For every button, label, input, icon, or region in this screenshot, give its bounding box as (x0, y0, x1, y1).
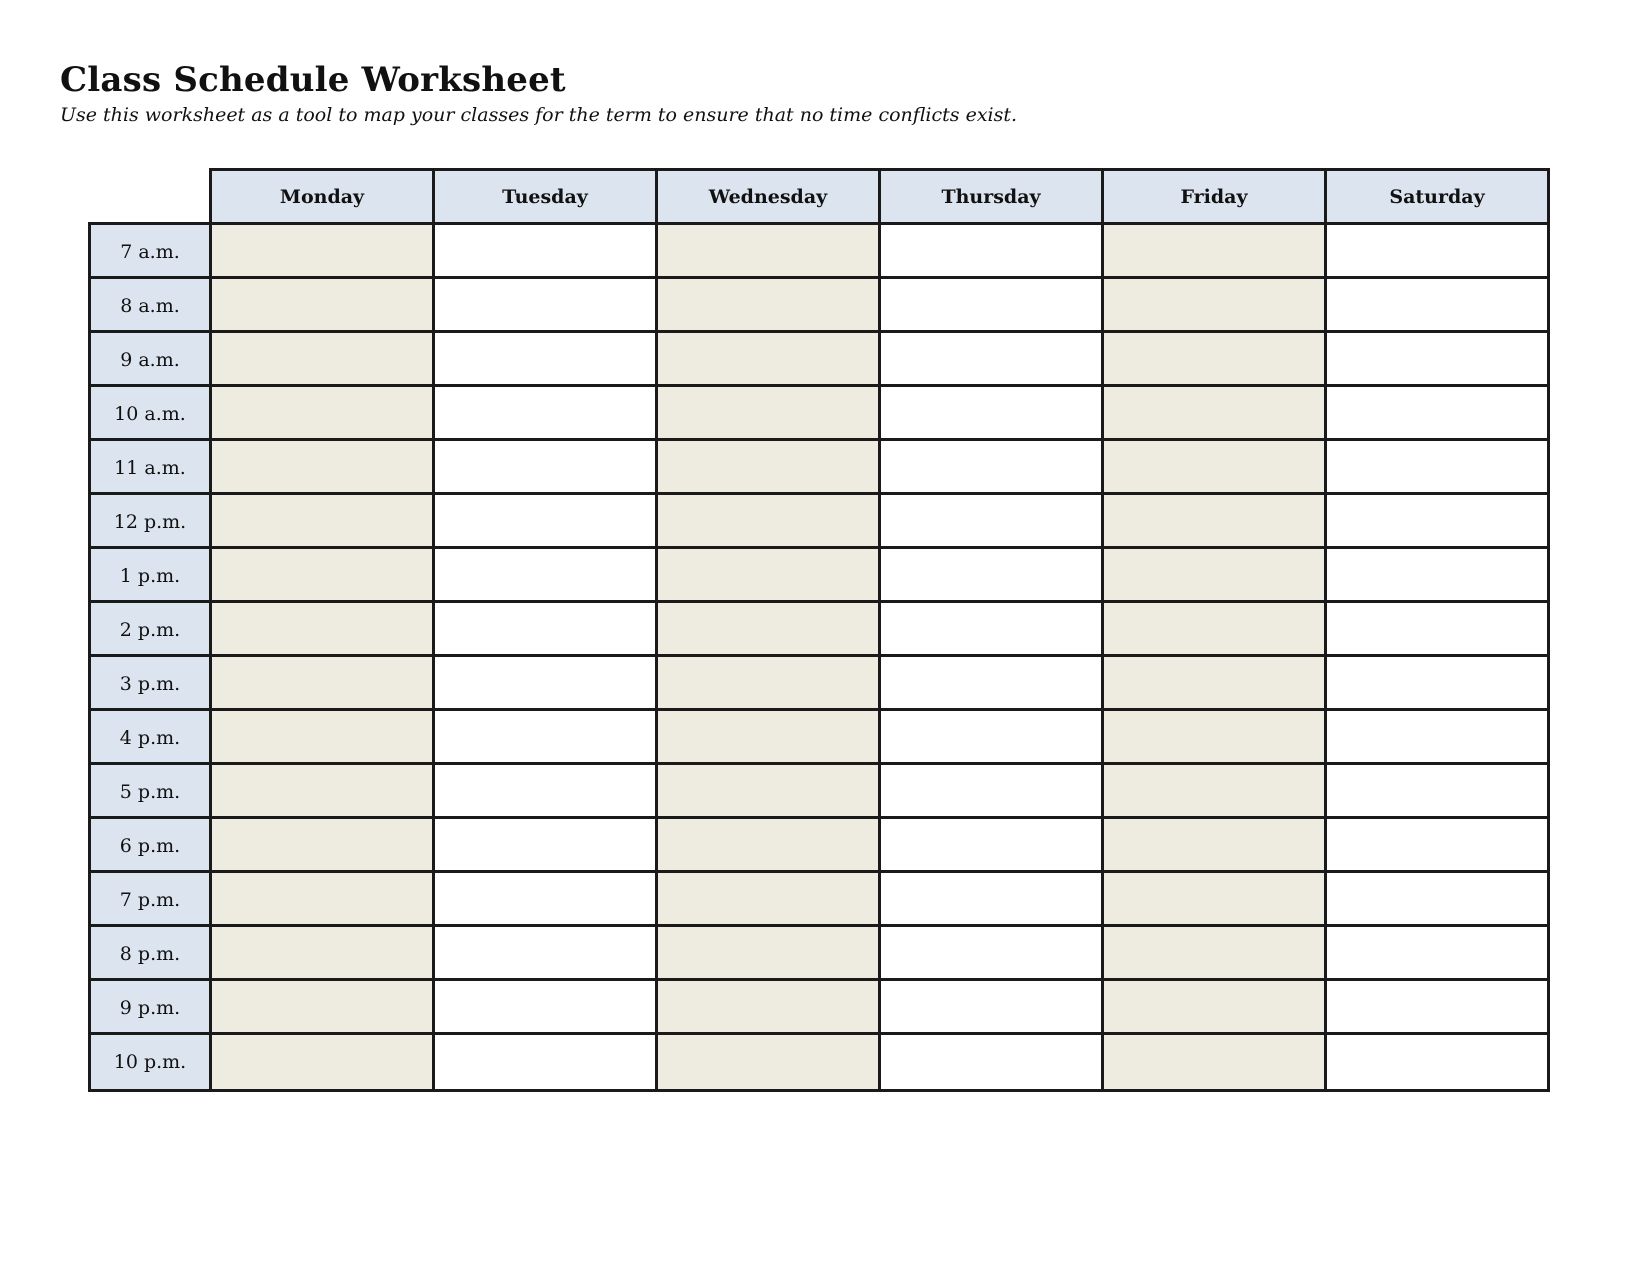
time-label: 6 p.m. (88, 816, 212, 876)
schedule-cell-monday[interactable] (209, 654, 435, 714)
schedule-cell-tuesday[interactable] (432, 438, 658, 498)
schedule-cell-wednesday[interactable] (655, 276, 881, 336)
schedule-cell-monday[interactable] (209, 222, 435, 282)
schedule-cell-thursday[interactable] (878, 222, 1104, 282)
day-header-monday: Monday (209, 168, 435, 225)
schedule-cell-monday[interactable] (209, 1032, 435, 1092)
schedule-cell-friday[interactable] (1101, 330, 1327, 390)
schedule-cell-tuesday[interactable] (432, 1032, 658, 1092)
schedule-cell-wednesday[interactable] (655, 384, 881, 444)
schedule-cell-monday[interactable] (209, 870, 435, 930)
schedule-cell-monday[interactable] (209, 978, 435, 1038)
schedule-cell-friday[interactable] (1101, 762, 1327, 822)
schedule-cell-thursday[interactable] (878, 384, 1104, 444)
page-title: Class Schedule Worksheet (60, 60, 566, 100)
schedule-cell-saturday[interactable] (1324, 222, 1550, 282)
schedule-cell-wednesday[interactable] (655, 816, 881, 876)
schedule-cell-thursday[interactable] (878, 924, 1104, 984)
time-label: 1 p.m. (88, 546, 212, 606)
schedule-cell-saturday[interactable] (1324, 384, 1550, 444)
schedule-cell-thursday[interactable] (878, 492, 1104, 552)
day-header-saturday: Saturday (1324, 168, 1550, 225)
schedule-cell-monday[interactable] (209, 492, 435, 552)
time-label: 2 p.m. (88, 600, 212, 660)
time-label: 8 a.m. (88, 276, 212, 336)
schedule-cell-tuesday[interactable] (432, 492, 658, 552)
schedule-cell-tuesday[interactable] (432, 978, 658, 1038)
schedule-cell-friday[interactable] (1101, 222, 1327, 282)
schedule-cell-wednesday[interactable] (655, 708, 881, 768)
schedule-cell-saturday[interactable] (1324, 546, 1550, 606)
schedule-cell-saturday[interactable] (1324, 600, 1550, 660)
schedule-cell-friday[interactable] (1101, 816, 1327, 876)
time-label: 4 p.m. (88, 708, 212, 768)
schedule-cell-thursday[interactable] (878, 546, 1104, 606)
schedule-cell-friday[interactable] (1101, 546, 1327, 606)
schedule-cell-monday[interactable] (209, 600, 435, 660)
schedule-cell-wednesday[interactable] (655, 978, 881, 1038)
schedule-cell-monday[interactable] (209, 438, 435, 498)
time-label: 10 p.m. (88, 1032, 212, 1092)
schedule-cell-saturday[interactable] (1324, 816, 1550, 876)
schedule-cell-tuesday[interactable] (432, 654, 658, 714)
schedule-cell-wednesday[interactable] (655, 1032, 881, 1092)
schedule-cell-tuesday[interactable] (432, 384, 658, 444)
schedule-cell-wednesday[interactable] (655, 924, 881, 984)
schedule-cell-wednesday[interactable] (655, 600, 881, 660)
schedule-cell-friday[interactable] (1101, 438, 1327, 498)
time-label: 7 p.m. (88, 870, 212, 930)
schedule-cell-saturday[interactable] (1324, 438, 1550, 498)
schedule-cell-wednesday[interactable] (655, 762, 881, 822)
time-label: 8 p.m. (88, 924, 212, 984)
schedule-cell-monday[interactable] (209, 762, 435, 822)
schedule-cell-thursday[interactable] (878, 870, 1104, 930)
time-label: 9 a.m. (88, 330, 212, 390)
schedule-cell-wednesday[interactable] (655, 330, 881, 390)
schedule-cell-saturday[interactable] (1324, 924, 1550, 984)
time-label: 12 p.m. (88, 492, 212, 552)
schedule-cell-friday[interactable] (1101, 654, 1327, 714)
schedule-cell-friday[interactable] (1101, 978, 1327, 1038)
schedule-cell-thursday[interactable] (878, 762, 1104, 822)
schedule-cell-thursday[interactable] (878, 816, 1104, 876)
schedule-cell-friday[interactable] (1101, 492, 1327, 552)
schedule-cell-saturday[interactable] (1324, 654, 1550, 714)
schedule-cell-thursday[interactable] (878, 276, 1104, 336)
schedule-cell-monday[interactable] (209, 708, 435, 768)
time-label: 11 a.m. (88, 438, 212, 498)
schedule-cell-monday[interactable] (209, 384, 435, 444)
schedule-cell-thursday[interactable] (878, 600, 1104, 660)
schedule-cell-tuesday[interactable] (432, 816, 658, 876)
schedule-cell-thursday[interactable] (878, 1032, 1104, 1092)
page-subtitle: Use this worksheet as a tool to map your classes for the term to ensure that no time conflicts exist. (60, 104, 1018, 126)
schedule-cell-monday[interactable] (209, 924, 435, 984)
schedule-cell-tuesday[interactable] (432, 276, 658, 336)
schedule-cell-wednesday[interactable] (655, 438, 881, 498)
schedule-cell-saturday[interactable] (1324, 978, 1550, 1038)
schedule-cell-friday[interactable] (1101, 1032, 1327, 1092)
schedule-cell-saturday[interactable] (1324, 1032, 1550, 1092)
schedule-cell-wednesday[interactable] (655, 870, 881, 930)
schedule-cell-tuesday[interactable] (432, 924, 658, 984)
schedule-cell-thursday[interactable] (878, 438, 1104, 498)
schedule-cell-saturday[interactable] (1324, 708, 1550, 768)
schedule-cell-thursday[interactable] (878, 978, 1104, 1038)
schedule-cell-monday[interactable] (209, 546, 435, 606)
schedule-cell-tuesday[interactable] (432, 708, 658, 768)
time-label: 5 p.m. (88, 762, 212, 822)
schedule-cell-tuesday[interactable] (432, 600, 658, 660)
schedule-cell-thursday[interactable] (878, 330, 1104, 390)
day-header-thursday: Thursday (878, 168, 1104, 225)
time-label: 9 p.m. (88, 978, 212, 1038)
schedule-cell-tuesday[interactable] (432, 330, 658, 390)
schedule-cell-friday[interactable] (1101, 924, 1327, 984)
schedule-cell-monday[interactable] (209, 816, 435, 876)
schedule-cell-thursday[interactable] (878, 708, 1104, 768)
schedule-cell-saturday[interactable] (1324, 330, 1550, 390)
schedule-cell-wednesday[interactable] (655, 654, 881, 714)
schedule-cell-tuesday[interactable] (432, 870, 658, 930)
day-header-friday: Friday (1101, 168, 1327, 225)
schedule-cell-saturday[interactable] (1324, 276, 1550, 336)
schedule-cell-saturday[interactable] (1324, 870, 1550, 930)
schedule-cell-tuesday[interactable] (432, 546, 658, 606)
schedule-cell-friday[interactable] (1101, 276, 1327, 336)
schedule-cell-friday[interactable] (1101, 708, 1327, 768)
schedule-grid (88, 168, 1570, 1143)
day-header-wednesday: Wednesday (655, 168, 881, 225)
schedule-cell-wednesday[interactable] (655, 546, 881, 606)
time-label: 10 a.m. (88, 384, 212, 444)
day-header-tuesday: Tuesday (432, 168, 658, 225)
schedule-cell-wednesday[interactable] (655, 492, 881, 552)
schedule-cell-thursday[interactable] (878, 654, 1104, 714)
time-label: 7 a.m. (88, 222, 212, 282)
schedule-cell-friday[interactable] (1101, 384, 1327, 444)
schedule-cell-saturday[interactable] (1324, 492, 1550, 552)
schedule-cell-saturday[interactable] (1324, 762, 1550, 822)
schedule-cell-wednesday[interactable] (655, 222, 881, 282)
schedule-cell-friday[interactable] (1101, 870, 1327, 930)
schedule-cell-monday[interactable] (209, 276, 435, 336)
schedule-cell-tuesday[interactable] (432, 762, 658, 822)
schedule-cell-monday[interactable] (209, 330, 435, 390)
schedule-cell-tuesday[interactable] (432, 222, 658, 282)
schedule-cell-friday[interactable] (1101, 600, 1327, 660)
time-label: 3 p.m. (88, 654, 212, 714)
